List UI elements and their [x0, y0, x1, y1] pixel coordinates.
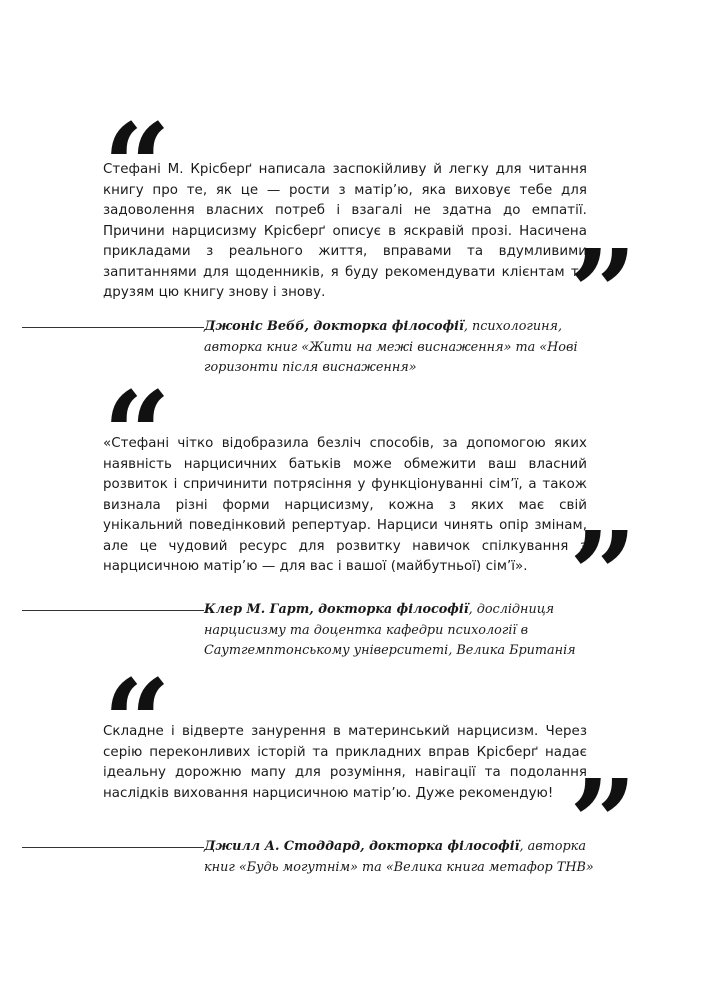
- author-role: , авторка книг «Будь могутнім» та «Велика книга метафор ТНВ»: [204, 839, 594, 875]
- author-role: , психологиня, авторка книг «Жити на межі виснаження» та «Нові горизонти після виснаження»: [204, 319, 578, 375]
- open-quote-mark-icon: “: [103, 653, 171, 792]
- close-quote-mark-icon: ”: [569, 753, 637, 892]
- attribution: [204, 600, 614, 662]
- author-name: Джилл А. Стоддард, докторка філософії: [204, 839, 520, 854]
- author-name: Джоніс Вебб, докторка філософії: [204, 319, 464, 334]
- attribution: [204, 837, 614, 878]
- author-name: Клер М. Гарт, докторка філософії: [204, 602, 469, 617]
- attribution-rule: [22, 847, 204, 848]
- open-quote-mark-icon: “: [103, 97, 171, 236]
- attribution-rule: [22, 610, 204, 611]
- close-quote-mark-icon: ”: [569, 223, 637, 362]
- attribution: [204, 317, 614, 379]
- testimonial-text: Стефані М. Крісберґ написала заспокійливу й легку для читання книгу про те, як це — рости з матір’ю, яка виховує тебе для задоволення власних потреб і взагалі не здатна до емпатії. Причини нарцисизму Крісберґ описує в яскравій прозі. Насичена прикладами з реального життя, вправами та вдумливими запитаннями для щоденників, я буду рекомендувати клієнтам та друзям цю книгу знову і знову.: [103, 162, 587, 300]
- close-quote-mark-icon: ”: [569, 505, 637, 644]
- open-quote-mark-icon: “: [103, 365, 171, 504]
- author-role: , дослідниця нарцисизму та доцентка кафедри психології в Саутгемптонському університеті, Велика Британія: [204, 602, 576, 658]
- testimonial-text: «Стефані чітко відобразила безліч способів, за допомогою яких наявність нарцисичних батьків може обмежити ваш власний розвиток і спричинити потрясіння у функціонуванні сім’ї, а також визнала різні форми нарцисизму, кожна з яких має свій унікальний поведінковий репертуар. Нарциси чинять опір змінам, але це чудовий ресурс для розвитку навичок спілкування з нарцисичною матір’ю — для вас і вашої (майбутньої) сім’ї».: [103, 436, 587, 574]
- attribution-rule: [22, 327, 204, 328]
- testimonial-text: Складне і відверте занурення в материнський нарцисизм. Через серію переконливих історій та прикладних вправ Крісберґ надає ідеальну дорожню мапу для розуміння, навігації та подолання наслідків виховання нарцисичною матір’ю. Дуже рекомендую!: [103, 724, 587, 801]
